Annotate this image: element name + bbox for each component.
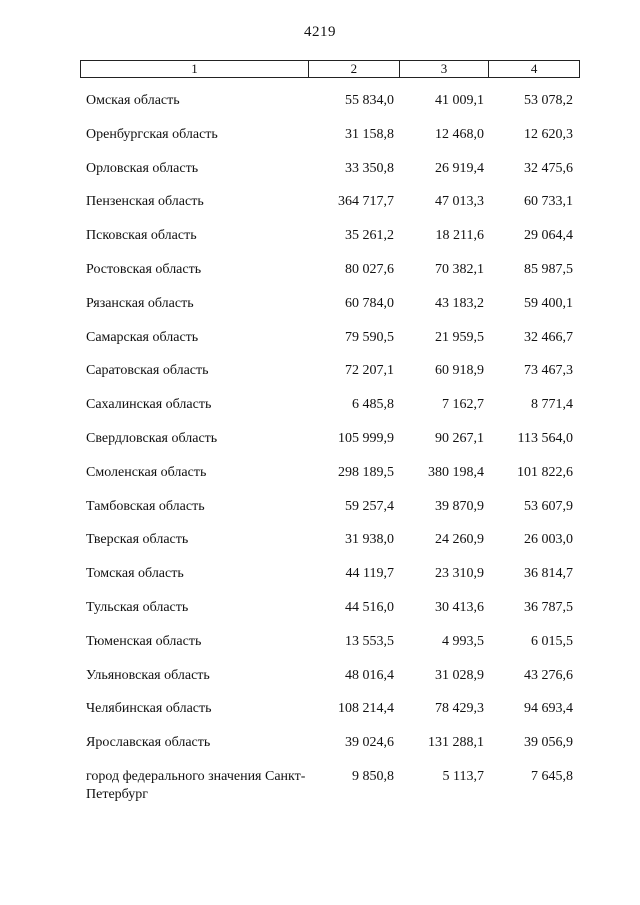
value-col-4: 94 693,4 [524, 701, 573, 717]
table-row [0, 293, 640, 327]
region-name: Тверская область [86, 532, 189, 548]
table-row [0, 158, 640, 192]
value-col-3: 26 919,4 [435, 160, 484, 176]
table-row [0, 631, 640, 665]
value-col-2: 31 938,0 [345, 532, 394, 548]
value-col-2: 39 024,6 [345, 735, 394, 751]
value-col-4: 8 771,4 [531, 397, 573, 413]
value-col-4: 85 987,5 [524, 261, 573, 277]
value-col-3: 70 382,1 [435, 261, 484, 277]
value-col-2: 48 016,4 [345, 667, 394, 683]
region-name: Сахалинская область [86, 397, 212, 413]
value-col-3: 21 959,5 [435, 329, 484, 345]
value-col-2: 108 214,4 [338, 701, 394, 717]
region-name: Оренбургская область [86, 126, 218, 142]
region-name: Смоленская область [86, 464, 207, 480]
column-header-4: 4 [530, 61, 538, 76]
value-col-3: 41 009,1 [435, 93, 484, 108]
value-col-4: 26 003,0 [524, 532, 573, 548]
value-col-2: 59 257,4 [345, 498, 394, 514]
region-name: Пензенская область [86, 194, 204, 210]
value-col-2: 9 850,8 [352, 768, 394, 784]
value-col-4: 32 466,7 [524, 329, 573, 345]
value-col-4: 59 400,1 [524, 295, 573, 311]
value-col-4: 53 607,9 [524, 498, 573, 514]
value-col-2: 31 158,8 [345, 126, 394, 142]
region-name: Томская область [86, 566, 184, 582]
value-col-4: 12 620,3 [524, 126, 573, 142]
value-col-2: 44 516,0 [345, 599, 394, 615]
value-col-2: 72 207,1 [345, 363, 394, 379]
value-col-4: 73 467,3 [524, 363, 573, 379]
value-col-3: 60 918,9 [435, 363, 484, 379]
value-col-4: 39 056,9 [524, 735, 573, 751]
value-col-3: 24 260,9 [435, 532, 484, 548]
value-col-3: 31 028,9 [435, 667, 484, 683]
region-name: Ростовская область [86, 261, 202, 277]
table-row [0, 327, 640, 361]
value-col-2: 364 717,7 [338, 194, 394, 210]
table-row [0, 698, 640, 732]
value-col-2: 80 027,6 [345, 261, 394, 277]
region-name: Тамбовская область [86, 498, 205, 514]
table-row [0, 90, 640, 124]
table-row [0, 225, 640, 259]
value-col-2: 55 834,0 [345, 93, 394, 108]
value-col-3: 4 993,5 [442, 633, 484, 649]
value-col-3: 5 113,7 [442, 768, 484, 784]
value-col-2: 6 485,8 [352, 397, 394, 413]
column-header-2: 2 [309, 61, 400, 77]
region-name: Тульская область [86, 599, 189, 615]
value-col-4: 60 733,1 [524, 194, 573, 210]
value-col-4: 53 078,2 [524, 93, 573, 108]
region-name: Псковская область [86, 228, 197, 244]
column-header-3: 3 [400, 61, 490, 77]
table-row [0, 597, 640, 631]
value-col-3: 43 183,2 [435, 295, 484, 311]
value-col-3: 131 288,1 [428, 735, 484, 751]
value-col-4: 7 645,8 [531, 768, 573, 784]
value-col-3: 18 211,6 [435, 228, 484, 244]
table-body [0, 90, 640, 800]
value-col-4: 6 015,5 [531, 633, 573, 649]
value-col-4: 36 787,5 [524, 599, 573, 615]
value-col-3: 78 429,3 [435, 701, 484, 717]
value-col-2: 35 261,2 [345, 228, 394, 244]
table-row [0, 563, 640, 597]
region-name: Челябинская область [86, 701, 212, 717]
value-col-4: 43 276,6 [524, 667, 573, 683]
page-number: 4219 [304, 24, 336, 40]
value-col-2: 60 784,0 [345, 295, 394, 311]
region-name: Ярославская область [86, 735, 211, 751]
value-col-3: 380 198,4 [428, 464, 484, 480]
table-row [0, 529, 640, 563]
table-header [80, 60, 580, 78]
value-col-4: 101 822,6 [517, 464, 573, 480]
table-row [0, 259, 640, 293]
value-col-3: 47 013,3 [435, 194, 484, 210]
table-row [0, 428, 640, 462]
region-name: Самарская область [86, 329, 199, 345]
value-col-2: 13 553,5 [345, 633, 394, 649]
table-row [0, 394, 640, 428]
value-col-3: 12 468,0 [435, 126, 484, 142]
value-col-3: 7 162,7 [442, 397, 484, 413]
column-header-1: 1 [81, 61, 309, 77]
value-col-4: 113 564,0 [517, 430, 573, 446]
region-name: Орловская область [86, 160, 199, 176]
table-row [0, 124, 640, 158]
table-row [0, 360, 640, 394]
value-col-2: 105 999,9 [338, 430, 394, 446]
value-col-4: 29 064,4 [524, 228, 573, 244]
table-row [0, 462, 640, 496]
value-col-3: 39 870,9 [435, 498, 484, 514]
region-name: Свердловская область [86, 430, 218, 446]
region-name: Рязанская область [86, 295, 194, 311]
region-name: Саратовская область [86, 363, 209, 379]
value-col-3: 90 267,1 [435, 430, 484, 446]
value-col-2: 33 350,8 [345, 160, 394, 176]
value-col-3: 23 310,9 [435, 566, 484, 582]
value-col-2: 298 189,5 [338, 464, 394, 480]
table-row [0, 766, 640, 800]
table-row [0, 191, 640, 225]
value-col-2: 79 590,5 [345, 329, 394, 345]
value-col-3: 30 413,6 [435, 599, 484, 615]
region-name: Тюменская область [86, 633, 202, 649]
value-col-4: 32 475,6 [524, 160, 573, 176]
value-col-2: 44 119,7 [345, 566, 394, 582]
table-row [0, 665, 640, 699]
region-name: город федерального значения Санкт-Петербург [86, 768, 306, 802]
region-name: Ульяновская область [86, 667, 210, 683]
table-row [0, 732, 640, 766]
table-row [0, 496, 640, 530]
region-name: Омская область [86, 93, 180, 108]
value-col-4: 36 814,7 [524, 566, 573, 582]
